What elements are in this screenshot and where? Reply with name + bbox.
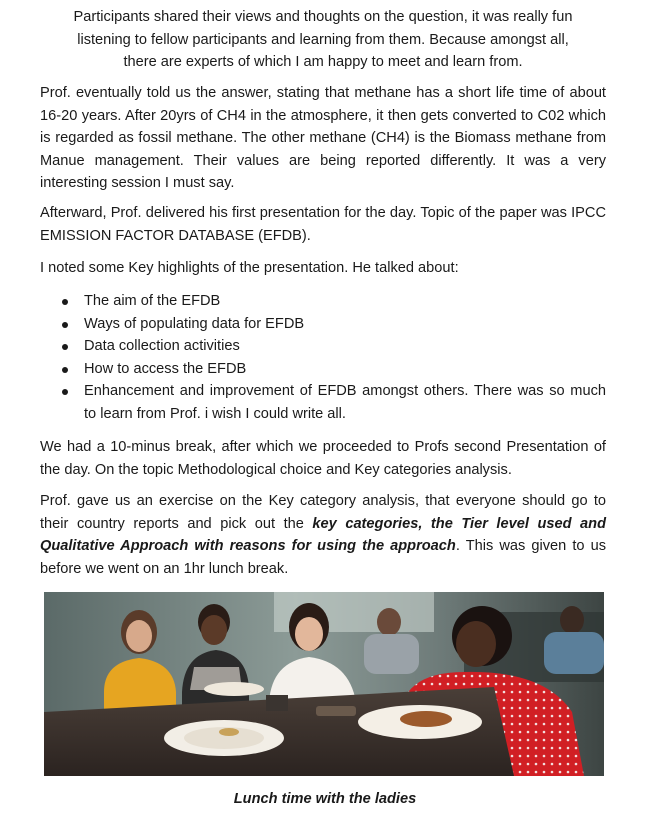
bullet-icon [62,344,68,350]
bullet-icon [62,322,68,328]
bullet-icon [62,367,68,373]
presentation-paragraph: Afterward, Prof. delivered his first presentation for the day. Topic of the paper was IPCC EMISSION FACTOR DATABASE (EFDB). [40,205,606,244]
exercise-paragraph: Prof. gave us an exercise on the Key category analysis, that everyone should go to their country reports and pick out the key categories, the Tier level used and Qualitative Approach with reasons for using the approach. This was given to us before we went on an 1hr lunch break. [40,493,606,577]
list-item: The aim of the EFDB [40,290,606,313]
break-paragraph: We had a 10-minus break, after which we proceeded to Profs second Presentation of the day. On the topic Methodological choice and Key categories analysis. [40,439,606,478]
photo-caption: Lunch time with the ladies [233,791,417,807]
intro-line-2: listening to fellow participants and learning from them. Because amongst all, [77,31,569,48]
list-item: Enhancement and improvement of EFDB amongst others. There was so much to learn from Prof. i wish I could write all. [40,380,606,425]
bullet-icon [62,389,68,395]
highlights-list [40,290,606,425]
list-item: How to access the EFDB [40,358,606,381]
exercise-emphasis: key categories, the Tier level used and Qualitative Approach with reasons for using the approach [40,515,606,554]
highlights-intro: I noted some Key highlights of the presentation. He talked about: [40,260,459,276]
bullet-icon [62,299,68,305]
lunch-photo [44,592,604,776]
intro-line-1: Participants shared their views and thoughts on the question, it was really fun [73,9,573,25]
list-item: Ways of populating data for EFDB [40,313,606,336]
intro-line-3: there are experts of which I am happy to meet and learn from. [123,54,523,70]
intro-paragraph [40,6,606,74]
list-item: Data collection activities [40,335,606,358]
answer-paragraph: Prof. eventually told us the answer, stating that methane has a short life time of about 16-20 years. After 20yrs of CH4 in the atmosphere, it then gets converted to C02 which is regarded as fossil methane. The other methane (CH4) is the Biomass methane from Manue management. Their values are being reported differently. It was a very interesting session I must say. [40,85,606,191]
